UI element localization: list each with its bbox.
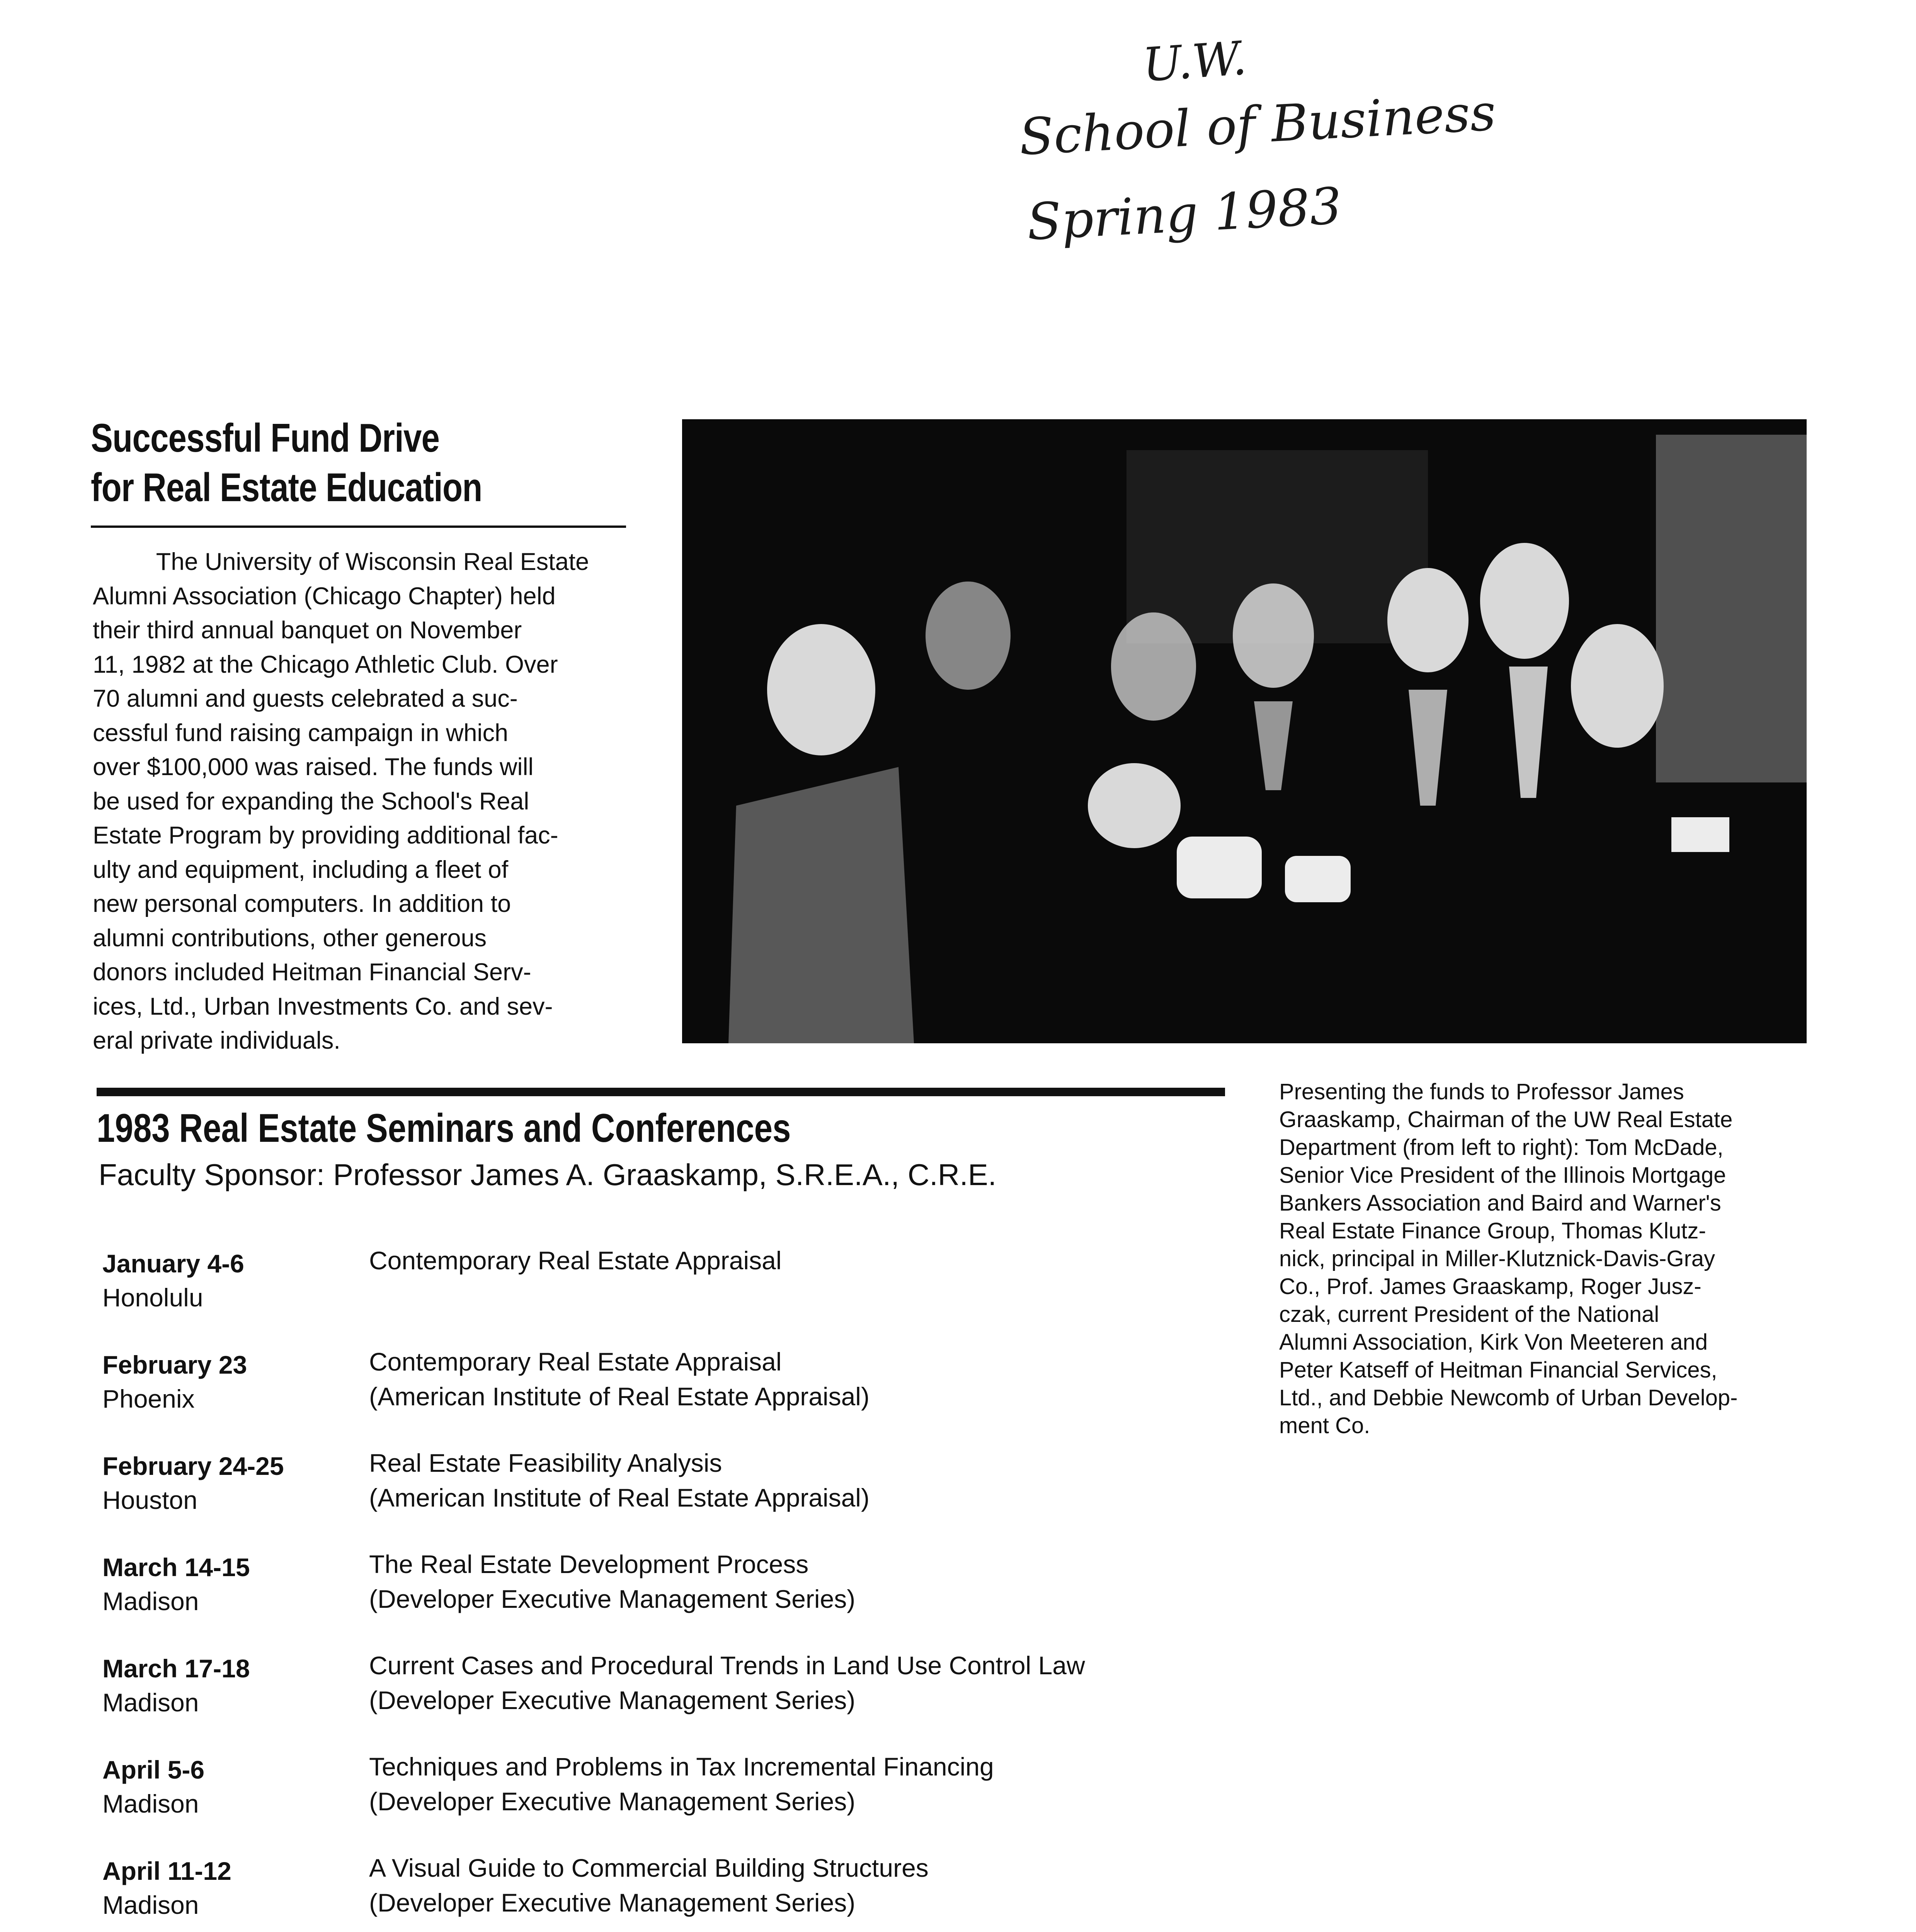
fund-drive-body-line: Alumni Association (Chicago Chapter) held — [93, 582, 556, 610]
seminars-heading: 1983 Real Estate Seminars and Conferences — [97, 1106, 791, 1151]
caption-line: Peter Katseff of Heitman Financial Services, — [1279, 1357, 1717, 1383]
seminar-date: March 14-15 — [102, 1553, 250, 1582]
seminar-row — [102, 1651, 1223, 1752]
seminar-sponsor-org: (Developer Executive Management Series) — [369, 1888, 856, 1917]
fund-drive-body-line: new personal computers. In addition to — [93, 890, 511, 917]
fund-drive-body-line: Estate Program by providing additional fac- — [93, 822, 558, 849]
caption-line: Department (from left to right): Tom McDade, — [1279, 1135, 1724, 1160]
seminar-title: A Visual Guide to Commercial Building Structures — [369, 1854, 929, 1882]
seminar-title: Contemporary Real Estate Appraisal — [369, 1347, 782, 1376]
seminar-row — [102, 1752, 1223, 1854]
seminar-title: The Real Estate Development Process — [369, 1550, 809, 1578]
seminar-city: Madison — [102, 1587, 199, 1616]
handwritten-line-3: Spring 1983 — [1025, 176, 1343, 252]
group-photo — [682, 419, 1807, 1043]
seminars-sponsor: Faculty Sponsor: Professor James A. Graaskamp, S.R.E.A., C.R.E. — [99, 1158, 997, 1192]
fund-drive-body-line: donors included Heitman Financial Serv- — [93, 959, 531, 986]
seminar-date: March 17-18 — [102, 1654, 250, 1683]
seminar-date: February 23 — [102, 1350, 247, 1379]
photo-caption — [1279, 1078, 1836, 1440]
seminar-sponsor-org: (Developer Executive Management Series) — [369, 1686, 856, 1714]
fund-drive-body-line: The University of Wisconsin Real Estate — [156, 548, 589, 575]
fund-drive-heading-line-2: for Real Estate Education — [91, 465, 482, 510]
seminar-city: Houston — [102, 1486, 197, 1514]
fund-drive-body-line: their third annual banquet on November — [93, 617, 522, 644]
seminars-list — [102, 1246, 1223, 1932]
fund-drive-body-line: over $100,000 was raised. The funds will — [93, 753, 534, 781]
caption-line: Ltd., and Debbie Newcomb of Urban Develop- — [1279, 1385, 1738, 1410]
fund-drive-heading — [91, 413, 534, 512]
seminar-city: Phoenix — [102, 1384, 195, 1413]
seminar-row — [102, 1550, 1223, 1651]
seminar-sponsor-org: (Developer Executive Management Series) — [369, 1787, 856, 1816]
seminar-row — [102, 1449, 1223, 1550]
fund-drive-body-line: eral private individuals. — [93, 1027, 340, 1054]
fund-drive-body-line: 11, 1982 at the Chicago Athletic Club. Over — [93, 651, 558, 678]
seminar-date: February 24-25 — [102, 1452, 284, 1480]
handwritten-line-1: U.W. — [1141, 31, 1249, 92]
handwritten-note — [1005, 23, 1700, 270]
fund-drive-body-line: 70 alumni and guests celebrated a suc- — [93, 685, 518, 712]
caption-line: Senior Vice President of the Illinois Mortgage — [1279, 1163, 1726, 1188]
seminar-sponsor-org: (American Institute of Real Estate Appraisal) — [369, 1382, 870, 1411]
caption-line: Graaskamp, Chairman of the UW Real Estate — [1279, 1107, 1733, 1132]
seminar-sponsor-org: (American Institute of Real Estate Appraisal) — [369, 1483, 870, 1512]
seminar-title: Techniques and Problems in Tax Incremental Financing — [369, 1752, 994, 1781]
caption-line: Co., Prof. James Graaskamp, Roger Jusz- — [1279, 1274, 1702, 1299]
fund-drive-body-line: be used for expanding the School's Real — [93, 787, 529, 815]
handwritten-line-2: School of Business — [1018, 83, 1497, 167]
seminars-top-rule — [97, 1088, 1225, 1096]
caption-line: ment Co. — [1279, 1413, 1370, 1438]
caption-line: Alumni Association, Kirk Von Meeteren and — [1279, 1330, 1708, 1355]
fund-drive-body-line: cessful fund raising campaign in which — [93, 719, 509, 747]
seminar-city: Madison — [102, 1891, 199, 1919]
seminar-city: Madison — [102, 1688, 199, 1717]
seminar-row — [102, 1246, 1223, 1347]
seminar-date: April 5-6 — [102, 1755, 205, 1784]
seminar-date: April 11-12 — [102, 1857, 231, 1885]
seminar-title: Current Cases and Procedural Trends in Land Use Control Law — [369, 1651, 1085, 1680]
seminar-city: Madison — [102, 1789, 199, 1818]
group-photo-icon — [682, 419, 1807, 1043]
fund-drive-body — [93, 545, 624, 1058]
seminar-row — [102, 1347, 1223, 1449]
seminar-sponsor-org: (Developer Executive Management Series) — [369, 1585, 856, 1613]
fund-drive-heading-line-1: Successful Fund Drive — [91, 416, 440, 461]
fund-drive-body-line: alumni contributions, other generous — [93, 924, 487, 952]
fund-drive-body-line: ulty and equipment, including a fleet of — [93, 856, 509, 883]
seminar-date: January 4-6 — [102, 1249, 244, 1278]
fund-drive-body-line: ices, Ltd., Urban Investments Co. and sev- — [93, 993, 553, 1020]
caption-line: czak, current President of the National — [1279, 1302, 1659, 1327]
fund-drive-rule — [91, 526, 626, 528]
seminar-title: Contemporary Real Estate Appraisal — [369, 1246, 782, 1275]
caption-line: nick, principal in Miller-Klutznick-Davis-Gray — [1279, 1246, 1715, 1271]
seminar-city: Honolulu — [102, 1283, 203, 1312]
caption-line: Bankers Association and Baird and Warner's — [1279, 1190, 1721, 1216]
caption-line: Real Estate Finance Group, Thomas Klutz- — [1279, 1218, 1706, 1243]
seminar-row — [102, 1854, 1223, 1932]
seminar-title: Real Estate Feasibility Analysis — [369, 1449, 722, 1477]
caption-line: Presenting the funds to Professor James — [1279, 1079, 1684, 1104]
